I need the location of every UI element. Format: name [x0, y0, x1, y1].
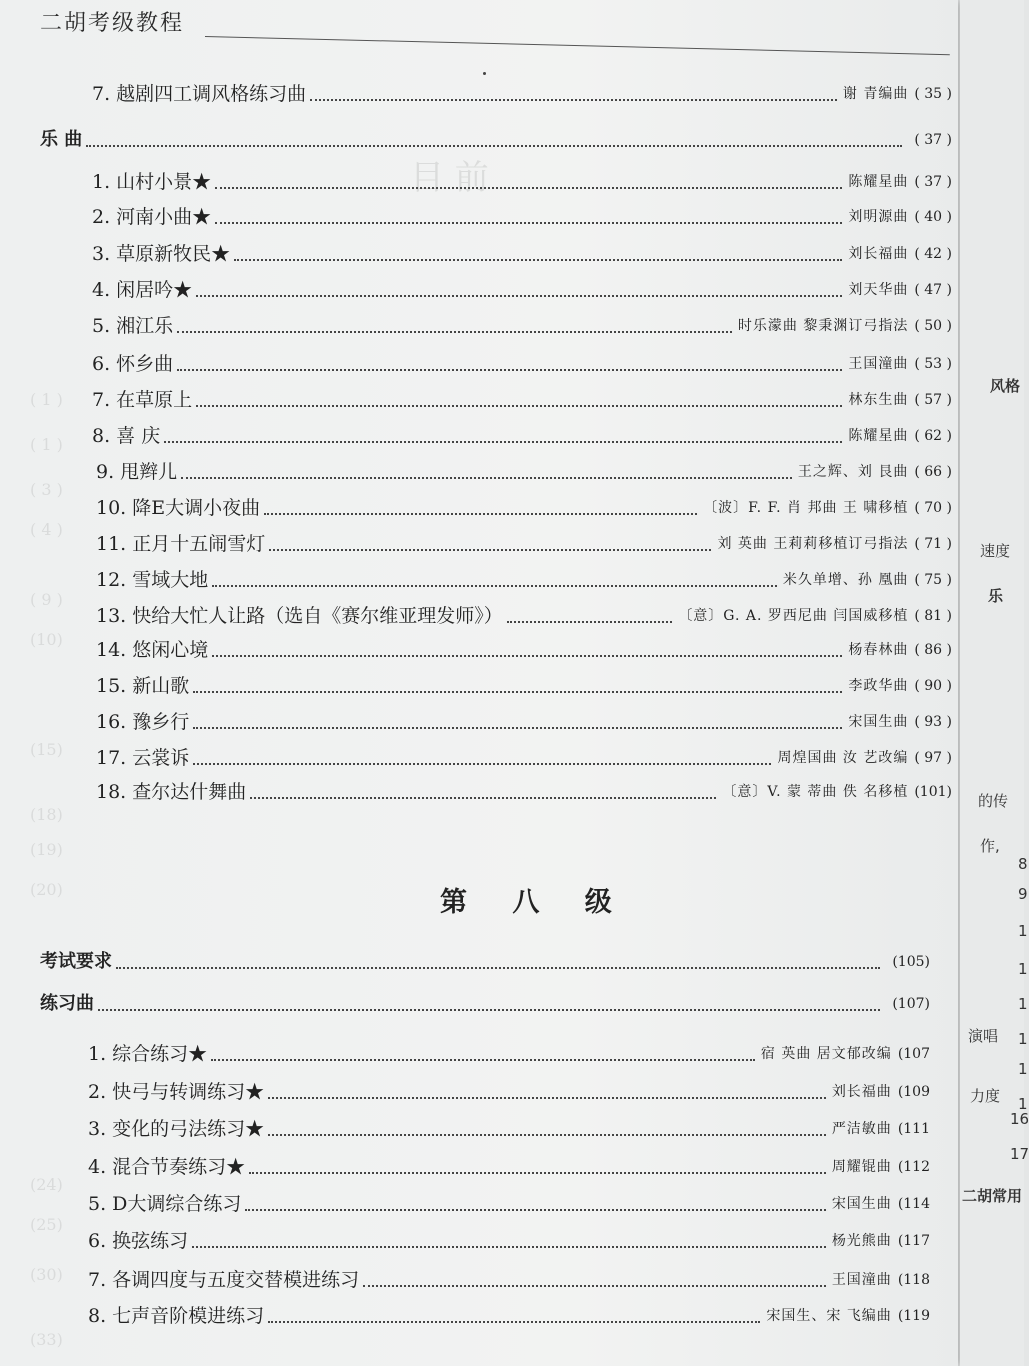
toc-entry-credit: 刘长福曲 [848, 246, 909, 262]
adjacent-page-fragment: 9 [1018, 885, 1028, 903]
dot-leader [211, 1059, 755, 1061]
toc-entry [92, 80, 952, 106]
dot-leader [215, 222, 842, 224]
show-through-mark: (25) [30, 1215, 63, 1234]
show-through-mark: ( 9 ) [30, 590, 63, 609]
toc-entry-credit: 严洁敏曲 [831, 1121, 892, 1137]
toc-entry-credit: 周煌国曲 汝 艺改编 [777, 750, 909, 766]
toc-entry [96, 458, 952, 484]
toc-entry-title: 9. 甩辫儿 [96, 461, 178, 483]
toc-entry-credit: 宿 英曲 居文郁改编 [760, 1046, 892, 1062]
toc-entry-title: 8. 喜 庆 [92, 425, 161, 447]
toc-entry-page: ( 37 ) [914, 174, 952, 190]
toc-entry-page: (101) [914, 784, 952, 800]
dot-leader [250, 797, 716, 799]
dot-leader [268, 1134, 826, 1136]
toc-entry-page: ( 71 ) [914, 536, 952, 552]
toc-entry-title: 3. 草原新牧民★ [92, 243, 231, 265]
toc-entry-page: (114 [897, 1196, 930, 1212]
toc-entry-title: 2. 快弓与转调练习★ [88, 1081, 265, 1103]
toc-entry [88, 1115, 930, 1141]
toc-entry-credit: 李政华曲 [848, 678, 909, 694]
toc-entry [96, 602, 952, 628]
adjacent-page-fragment: 速度 [980, 542, 1011, 560]
toc-entry-title: 7. 各调四度与五度交替模进练习 [88, 1269, 360, 1291]
toc-entry-credit: 刘长福曲 [831, 1084, 892, 1100]
toc-entry-credit: 杨光熊曲 [831, 1233, 892, 1249]
toc-entry-title: 10. 降E大调小夜曲 [96, 497, 261, 519]
toc-entry-page: ( 50 ) [914, 318, 952, 334]
show-through-mark: ( 4 ) [30, 520, 63, 539]
toc-entry-page: ( 53 ) [914, 356, 952, 372]
toc-entry [92, 276, 952, 302]
toc-entry [96, 744, 952, 770]
toc-entry-title: 17. 云裳诉 [96, 747, 190, 769]
toc-entry-title: 15. 新山歌 [96, 675, 190, 697]
print-speck [483, 72, 486, 75]
adjacent-page-fragment: 1 [1018, 960, 1028, 978]
dot-leader [193, 691, 842, 693]
toc-entry-credit: 王国潼曲 [831, 1272, 892, 1288]
dot-leader [249, 1172, 826, 1174]
toc-entry-credit: 陈耀星曲 [848, 428, 909, 444]
toc-entry [92, 422, 952, 448]
dot-leader [177, 369, 842, 371]
toc-entry [96, 636, 952, 662]
toc-entry [88, 1078, 930, 1104]
toc-entry-page: (109 [897, 1084, 930, 1100]
toc-entry [96, 530, 952, 556]
toc-entry-page: (111 [897, 1121, 930, 1137]
toc-entry-title: 6. 换弦练习 [88, 1230, 189, 1252]
adjacent-page-fragment: 演唱 [968, 1027, 999, 1045]
toc-entry-page: ( 90 ) [914, 678, 952, 694]
adjacent-page-fragment: 的传 [978, 792, 1009, 810]
toc-entry-title: 12. 雪域大地 [96, 569, 209, 591]
dot-leader [196, 405, 842, 407]
adjacent-page-fragment: 二胡常用 [962, 1187, 1023, 1205]
toc-section-row [40, 948, 930, 974]
adjacent-page-fragment: 乐 [988, 587, 1004, 605]
show-through-mark: (19) [30, 840, 63, 859]
show-through-mark: ( 1 ) [30, 435, 63, 454]
toc-entry-page: ( 40 ) [914, 209, 952, 225]
dot-leader [234, 259, 842, 261]
dot-leader [215, 187, 842, 189]
toc-entry-page: ( 62 ) [914, 428, 952, 444]
show-through-mark: ( 3 ) [30, 480, 63, 499]
toc-entry-page: ( 57 ) [914, 392, 952, 408]
toc-entry [88, 1227, 930, 1253]
toc-entry-credit: 宋国生曲 [831, 1196, 892, 1212]
toc-entry-page: (118 [897, 1272, 930, 1288]
toc-entry-title: 11. 正月十五闹雪灯 [96, 533, 266, 555]
toc-entry-page: ( 35 ) [914, 86, 952, 102]
show-through-mark: (15) [30, 740, 63, 759]
dot-leader [181, 477, 792, 479]
adjacent-page-fragment: 17 [1010, 1145, 1029, 1163]
toc-entry [88, 1266, 930, 1292]
toc-entry-credit: 王之辉、刘 艮曲 [797, 464, 909, 480]
toc-entry-credit: 谢 青编曲 [842, 86, 909, 102]
dot-leader [193, 727, 842, 729]
toc-entry-credit: 〔波〕F. F. 肖 邦曲 王 啸移植 [703, 500, 909, 516]
dot-leader [269, 549, 711, 551]
toc-entry-title: 8. 七声音阶模进练习 [88, 1305, 265, 1327]
dot-leader [86, 145, 902, 147]
toc-entry [88, 1190, 930, 1216]
adjacent-page [960, 0, 1029, 1366]
toc-entry-title: 4. 混合节奏练习★ [88, 1156, 246, 1178]
toc-entry-credit: 刘明源曲 [848, 209, 909, 225]
dot-leader [98, 1009, 880, 1011]
adjacent-page-fragment: 8 [1018, 855, 1028, 873]
dot-leader [164, 441, 842, 443]
toc-entry-title: 1. 综合练习★ [88, 1043, 208, 1065]
dot-leader [196, 295, 842, 297]
show-through-text: 目 前 [410, 158, 489, 198]
dot-leader [268, 1321, 760, 1323]
show-through-mark: (18) [30, 805, 63, 824]
dot-leader [363, 1285, 826, 1287]
toc-entry [92, 168, 952, 194]
toc-entry-title: 16. 豫乡行 [96, 711, 190, 733]
toc-entry-title: 6. 怀乡曲 [92, 353, 174, 375]
toc-entry [96, 566, 952, 592]
toc-entry-page: (119 [897, 1308, 930, 1324]
toc-entry-title: 14. 悠闲心境 [96, 639, 209, 661]
toc-entry-page: (112 [897, 1159, 930, 1175]
adjacent-page-fragment: 1 [1018, 1060, 1028, 1078]
toc-entry-page: ( 81 ) [914, 608, 952, 624]
toc-entry-title: 3. 变化的弓法练习★ [88, 1118, 265, 1140]
toc-entry-title: 1. 山村小景★ [92, 171, 212, 193]
toc-entry-credit: 时乐濛曲 黎秉渊订弓指法 [737, 318, 909, 334]
toc-entry-page: (107) [892, 996, 930, 1012]
toc-entry [96, 778, 952, 804]
toc-entry-page: ( 66 ) [914, 464, 952, 480]
toc-entry-title: 18. 查尔达什舞曲 [96, 781, 247, 803]
show-through-mark: (10) [30, 630, 63, 649]
adjacent-page-fragment: 1 [1018, 1095, 1028, 1113]
toc-entry [92, 203, 952, 229]
adjacent-page-fragment: 力度 [970, 1087, 1001, 1105]
show-through-mark: (24) [30, 1175, 63, 1194]
toc-entry-page: ( 75 ) [914, 572, 952, 588]
dot-leader [212, 585, 777, 587]
toc-entry-credit: 宋国生、宋 飞编曲 [766, 1308, 892, 1324]
show-through-mark: ( 1 ) [30, 390, 63, 409]
toc-entry-page: ( 97 ) [914, 750, 952, 766]
toc-entry-credit: 杨春林曲 [848, 642, 909, 658]
running-header: 二胡考级教程 [40, 11, 185, 36]
toc-entry-credit: 宋国生曲 [848, 714, 909, 730]
show-through-mark: (30) [30, 1265, 63, 1284]
toc-entry-title: 13. 快给大忙人让路（选自《赛尔维亚理发师》） [96, 605, 503, 627]
toc-entry [96, 494, 952, 520]
toc-entry-credit: 刘 英曲 王莉莉移植订弓指法 [717, 536, 909, 552]
toc-entry [92, 350, 952, 376]
toc-entry-credit: 〔意〕V. 蒙 蒂曲 佚 名移植 [722, 784, 909, 800]
toc-section-row [40, 126, 952, 152]
dot-leader [507, 621, 673, 623]
toc-entry-page: ( 42 ) [914, 246, 952, 262]
toc-entry-page: ( 47 ) [914, 282, 952, 298]
adjacent-page-fragment: 16 [1010, 1110, 1029, 1128]
toc-entry-title: 练习曲 [40, 993, 94, 1014]
toc-entry-title: 2. 河南小曲★ [92, 206, 212, 228]
dot-leader [177, 331, 732, 333]
toc-entry [88, 1302, 930, 1328]
show-through-mark: (20) [30, 880, 63, 899]
dot-leader [193, 763, 771, 765]
toc-entry-page: ( 93 ) [914, 714, 952, 730]
toc-entry-credit: 〔意〕G. A. 罗西尼曲 闫国威移植 [678, 608, 909, 624]
toc-entry [92, 386, 952, 412]
toc-entry [88, 1040, 930, 1066]
toc-entry-title: 7. 越剧四工调风格练习曲 [92, 83, 307, 105]
dot-leader [245, 1209, 825, 1211]
toc-entry-credit: 王国潼曲 [848, 356, 909, 372]
dot-leader [310, 99, 837, 101]
toc-entry-page: ( 70 ) [914, 500, 952, 516]
adjacent-page-fragment: 风格 [990, 377, 1021, 395]
toc-entry-page: ( 86 ) [914, 642, 952, 658]
toc-section-row [40, 990, 930, 1016]
toc-entry-credit: 周耀锟曲 [831, 1159, 892, 1175]
toc-entry [92, 240, 952, 266]
toc-entry [96, 672, 952, 698]
adjacent-page-fragment: 1 [1018, 995, 1028, 1013]
toc-entry [88, 1153, 930, 1179]
dot-leader [192, 1246, 826, 1248]
adjacent-page-fragment: 作, [980, 837, 1000, 855]
dot-leader [212, 655, 842, 657]
toc-entry-title: 4. 闲居吟★ [92, 279, 193, 301]
toc-entry-page: (105) [892, 954, 930, 970]
show-through-mark: (33) [30, 1330, 63, 1349]
toc-entry-credit: 刘天华曲 [848, 282, 909, 298]
toc-entry-title: 5. D大调综合练习 [88, 1193, 242, 1215]
adjacent-page-fragment: 1 [1018, 1030, 1028, 1048]
grade-heading: 第 八 级 [440, 887, 630, 918]
toc-entry-page: (107 [897, 1046, 930, 1062]
toc-entry-page: (117 [897, 1233, 930, 1249]
toc-entry [92, 312, 952, 338]
adjacent-page-fragment: 1 [1018, 922, 1028, 940]
dot-leader [264, 513, 697, 515]
toc-entry-credit: 米久单增、孙 凰曲 [782, 572, 909, 588]
dot-leader [116, 967, 880, 969]
toc-entry [96, 708, 952, 734]
toc-entry-page: ( 37 ) [914, 132, 952, 148]
header-rule [205, 36, 950, 55]
toc-entry-title: 乐 曲 [40, 129, 83, 150]
toc-entry-credit: 林东生曲 [848, 392, 909, 408]
toc-entry-title: 7. 在草原上 [92, 389, 193, 411]
toc-entry-credit: 陈耀星曲 [848, 174, 909, 190]
toc-entry-title: 考试要求 [40, 951, 112, 972]
dot-leader [268, 1097, 826, 1099]
toc-entry-title: 5. 湘江乐 [92, 315, 174, 337]
